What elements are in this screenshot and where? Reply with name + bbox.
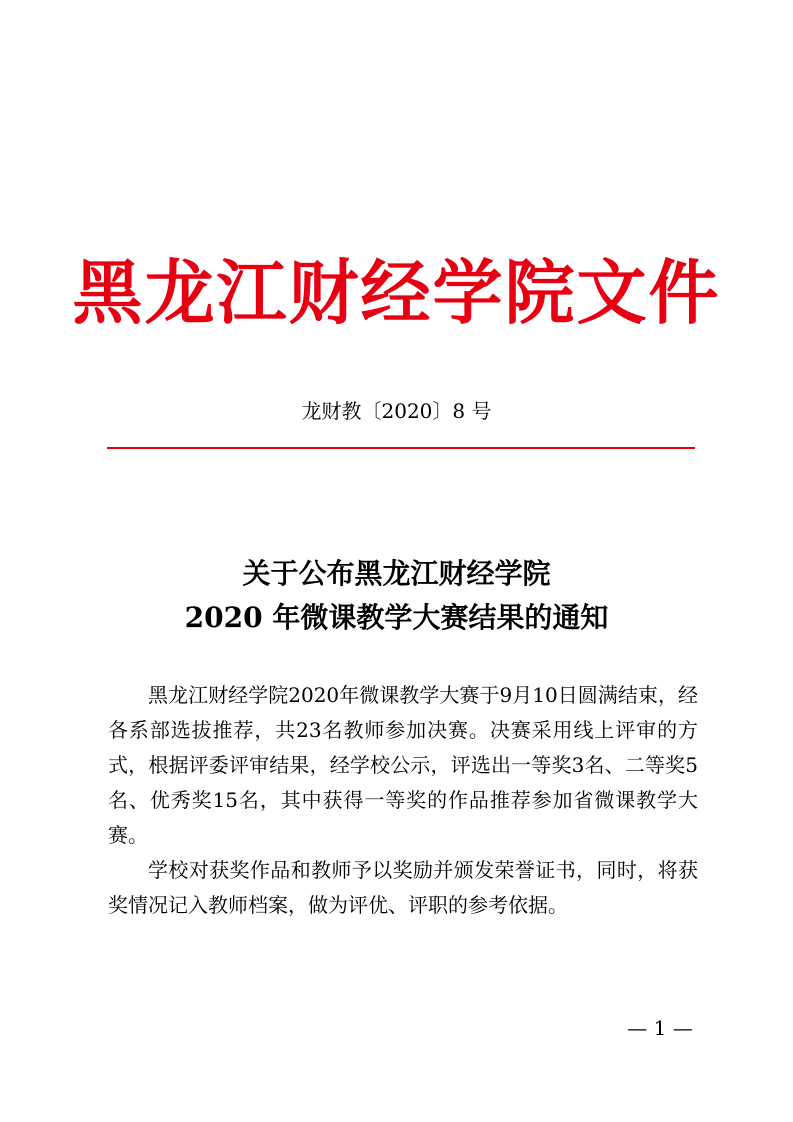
- document-body: [108, 678, 698, 923]
- document-title-line-2: 2020 年微课教学大赛结果的通知: [184, 601, 609, 634]
- issuer-header-title: 黑龙江财经学院文件: [72, 251, 721, 334]
- document-number: 龙财教〔2020〕8 号: [301, 399, 492, 423]
- page-number: — 1 —: [627, 1016, 693, 1040]
- document-title: [0, 552, 793, 640]
- body-paragraph-1: 黑龙江财经学院2020年微课教学大赛于9月10日圆满结束，经各系部选拔推荐，共23名教师参加决赛。决赛采用线上评审的方式，根据评委评审结果，经学校公示，评选出一等奖3名、二等奖5名、优秀奖15名，其中获得一等奖的作品推荐参加省微课教学大赛。: [108, 683, 698, 847]
- body-paragraph-2: 学校对获奖作品和教师予以奖励并颁发荣誉证书，同时，将获奖情况记入教师档案，做为评优、评职的参考依据。: [108, 858, 698, 917]
- document-title-line-1: 关于公布黑龙江财经学院: [242, 557, 551, 590]
- header-divider-line: [107, 447, 695, 449]
